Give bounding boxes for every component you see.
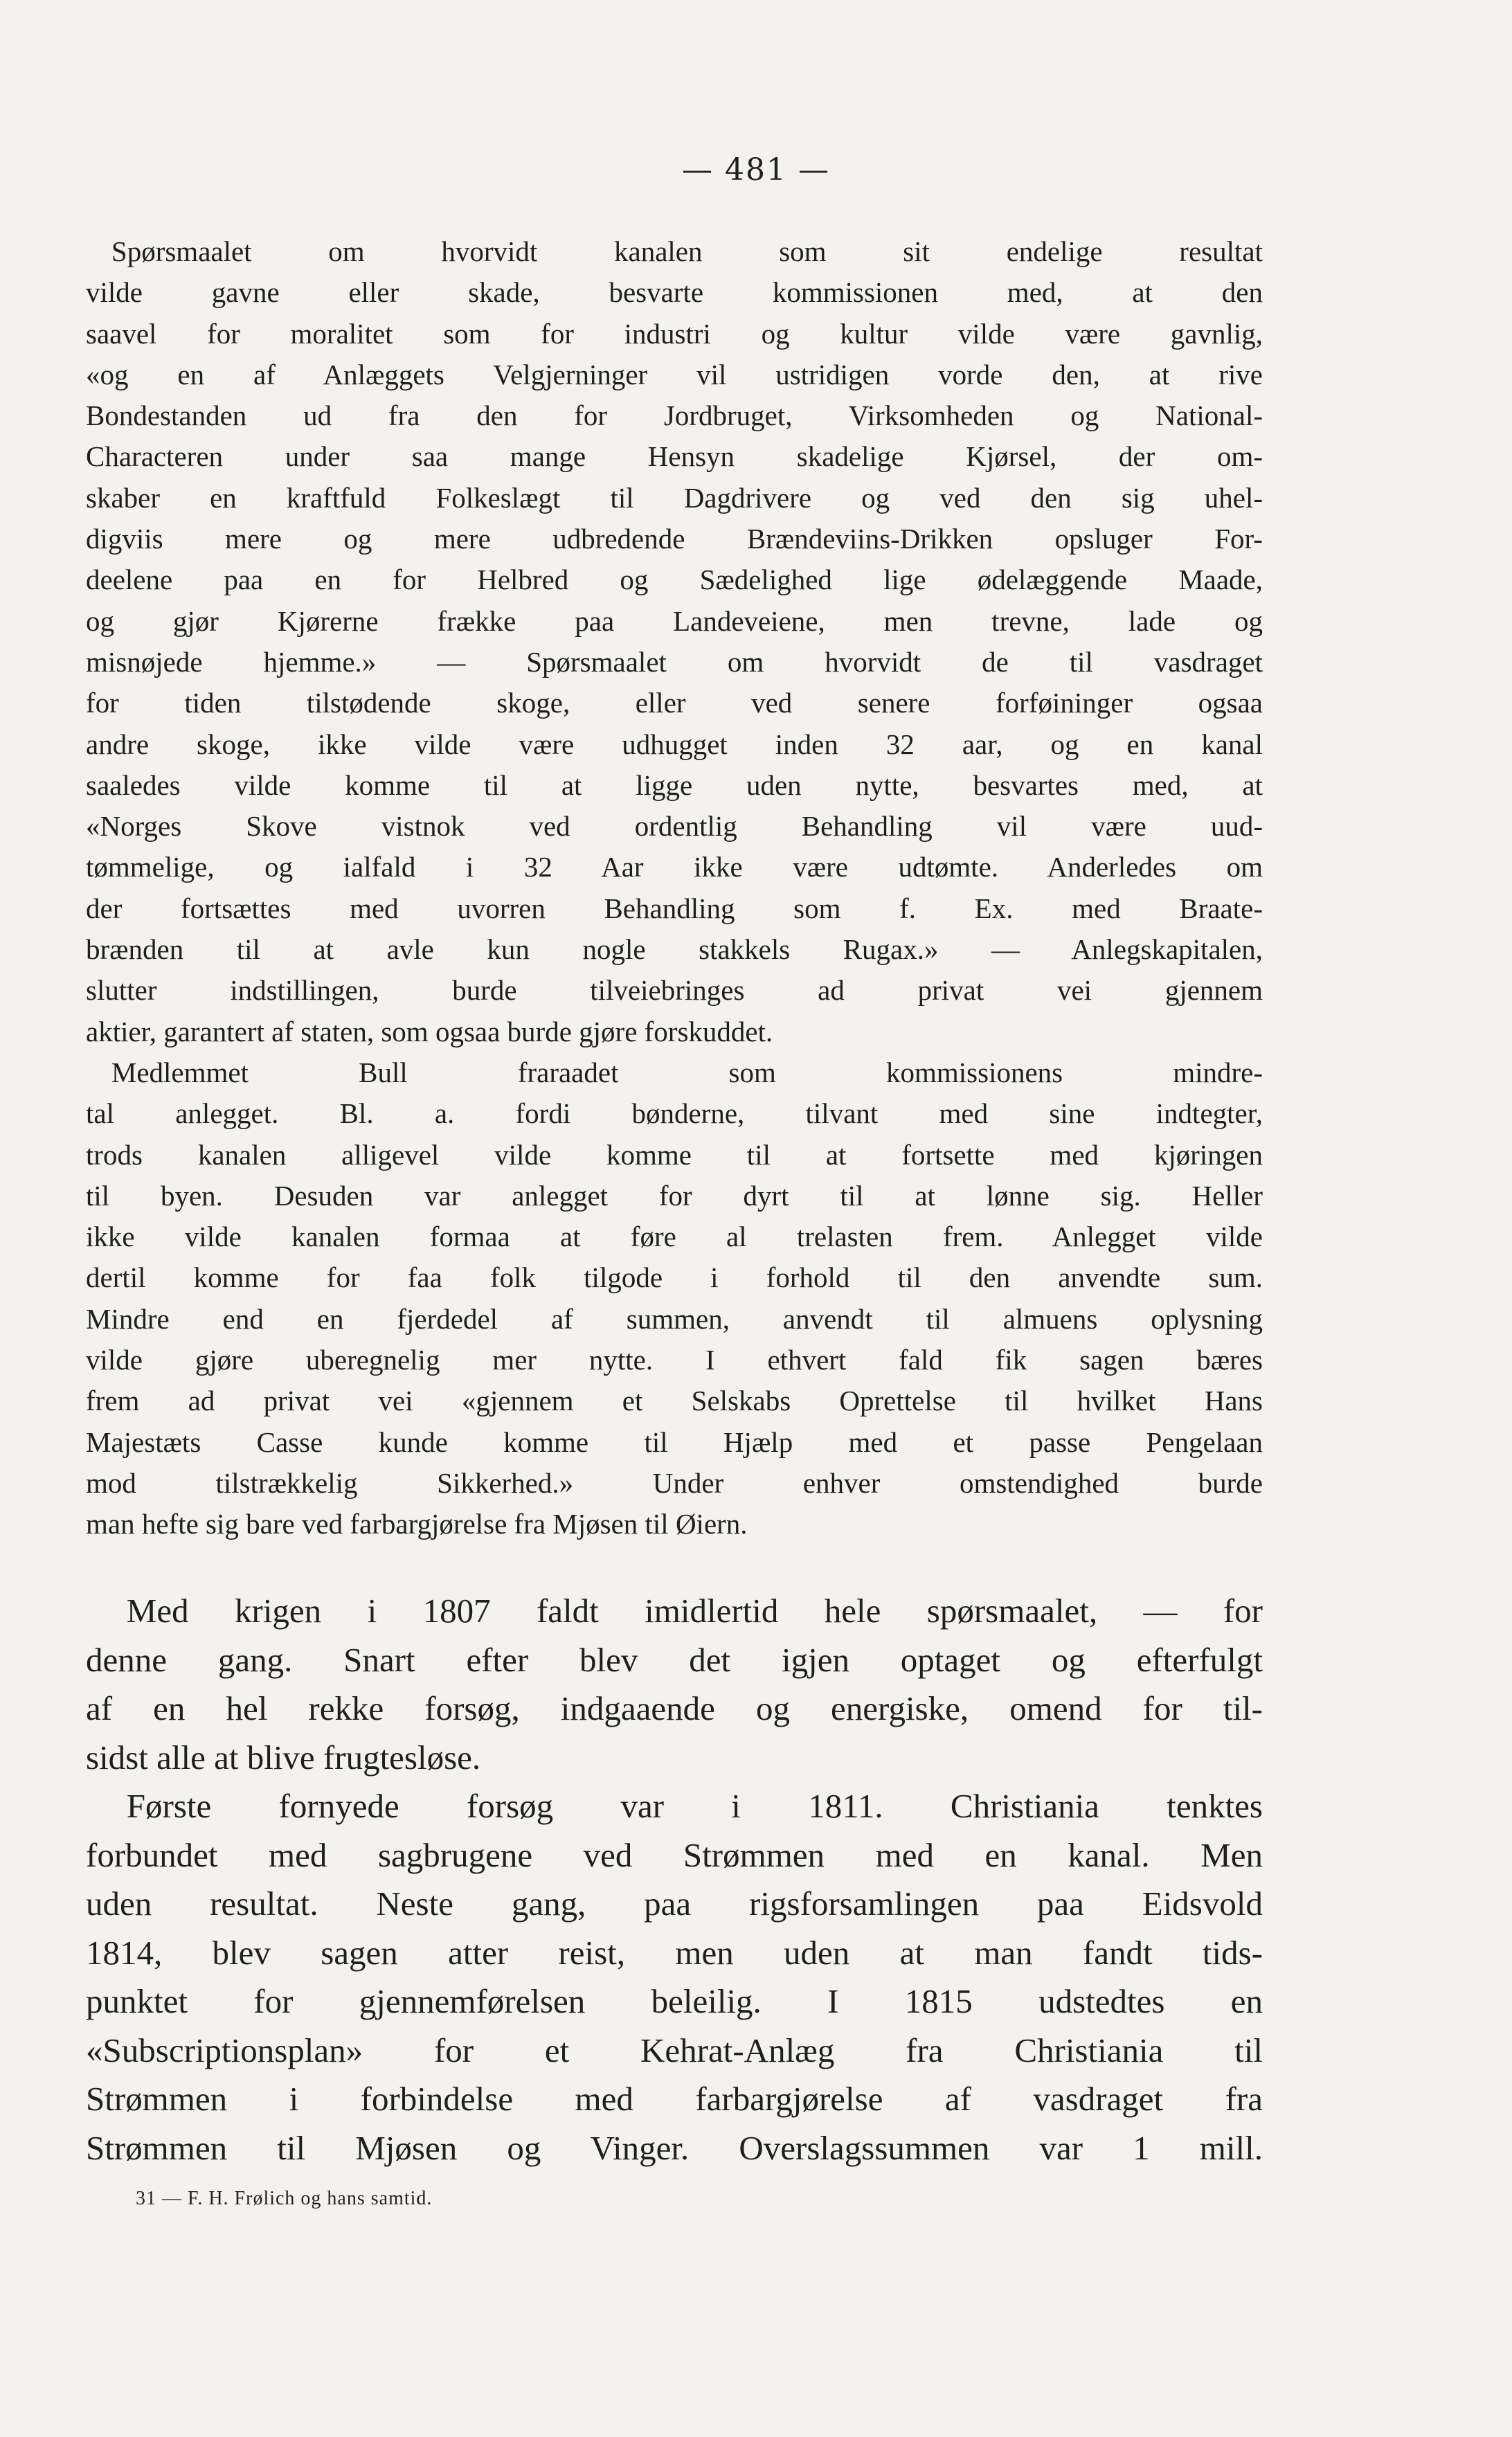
text-line: denne gang. Snart efter blev det igjen optaget og efterfulgt (86, 1640, 1263, 1679)
text-line: saaledes vilde komme til at ligge uden nytte, besvartes med, at (86, 768, 1263, 801)
text-line: for tiden tilstødende skoge, eller ved senere forføininger ogsaa (86, 687, 1263, 719)
text-line: der fortsættes med uvorren Behandling som f. Ex. med Braate- (86, 892, 1263, 924)
text-line: tømmelige, og ialfald i 32 Aar ikke være udtømte. Anderledes om (86, 851, 1263, 883)
paragraph-4 (86, 1782, 1263, 2173)
text-line: Bondestanden ud fra den for Jordbruget, Virksomheden og National- (86, 399, 1263, 432)
page-number: — 481 — (682, 152, 830, 188)
text-line: forbundet med sagbrugene ved Strømmen med en kanal. Men (86, 1835, 1263, 1874)
text-line: Characteren under saa mange Hensyn skadelige Kjørsel, der om- (86, 440, 1263, 473)
text-line: til byen. Desuden var anlegget for dyrt til at lønne sig. Heller (86, 1179, 1263, 1212)
text-line: uden resultat. Neste gang, paa rigsforsamlingen paa Eidsvold (86, 1885, 1263, 1923)
text-line: 1814, blev sagen atter reist, men uden at man fandt tids- (86, 1933, 1263, 1972)
text-line: Strømmen til Mjøsen og Vinger. Overslagssummen var 1 mill. (86, 2128, 1263, 2167)
text-line: aktier, garantert af staten, som ogsaa burde gjøre forskuddet. (86, 1015, 773, 1047)
text-line: Majestæts Casse kunde komme til Hjælp med et passe Pengelaan (86, 1426, 1263, 1458)
text-line: slutter indstillingen, burde tilveiebringes ad privat vei gjennem (86, 974, 1263, 1007)
text-line: misnøjede hjemme.» — Spørsmaalet om hvorvidt de til vasdraget (86, 645, 1263, 678)
paragraph-1 (86, 231, 1263, 1052)
text-line: Medlemmet Bull fraraadet som kommissionens mindre- (111, 1056, 1263, 1088)
paragraph-2 (86, 1052, 1263, 1545)
text-line: ikke vilde kanalen formaa at føre al trelasten frem. Anlegget vilde (86, 1221, 1263, 1253)
text-line: sidst alle at blive frugtesløse. (86, 1738, 481, 1777)
text-line: punktet for gjennemførelsen beleilig. I 1815 udstedtes en (86, 1982, 1263, 2020)
text-line: tal anlegget. Bl. a. fordi bønderne, tilvant med sine indtegter, (86, 1097, 1263, 1130)
paragraph-3 (86, 1587, 1263, 1782)
text-line: saavel for moralitet som for industri og kultur vilde være gavnlig, (86, 317, 1263, 350)
text-line: «Subscriptionsplan» for et Kehrat-Anlæg fra Christiania til (86, 2031, 1263, 2069)
text-line: digviis mere og mere udbredende Brændeviins-Drikken opsluger For- (86, 523, 1263, 555)
text-line: og gjør Kjørerne frække paa Landeveiene, men trevne, lade og (86, 604, 1263, 637)
body-text-small (86, 231, 1263, 1545)
text-line: vilde gjøre uberegnelig mer nytte. I ethvert fald fik sagen bæres (86, 1344, 1263, 1376)
text-line: «Norges Skove vistnok ved ordentlig Behandling vil være uud- (86, 810, 1263, 843)
text-line: Spørsmaalet om hvorvidt kanalen som sit endelige resultat (111, 235, 1263, 267)
body-text-large (86, 1587, 1263, 2173)
text-line: «og en af Anlæggets Velgjerninger vil ustridigen vorde den, at rive (86, 358, 1263, 390)
text-line: skaber en kraftfuld Folkeslægt til Dagdrivere og ved den sig uhel- (86, 481, 1263, 514)
text-line: trods kanalen alligevel vilde komme til at fortsette med kjøringen (86, 1138, 1263, 1171)
text-line: andre skoge, ikke vilde være udhugget inden 32 aar, og en kanal (86, 728, 1263, 760)
text-line: af en hel rekke forsøg, indgaaende og energiske, omend for til- (86, 1689, 1263, 1727)
text-line: dertil komme for faa folk tilgode i forhold til den anvendte sum. (86, 1261, 1263, 1294)
text-line: vilde gavne eller skade, besvarte kommissionen med, at den (86, 276, 1263, 309)
text-line: Første fornyede forsøg var i 1811. Christiania tenktes (126, 1787, 1263, 1825)
text-line: man hefte sig bare ved farbargjørelse fra Mjøsen til Øiern. (86, 1508, 748, 1540)
text-line: Mindre end en fjerdedel af summen, anvendt til almuens oplysning (86, 1302, 1263, 1335)
text-line: Med krigen i 1807 faldt imidlertid hele spørsmaalet, — for (126, 1592, 1263, 1630)
text-line: mod tilstrækkelig Sikkerhed.» Under enhver omstendighed burde (86, 1466, 1263, 1499)
text-line: frem ad privat vei «gjennem et Selskabs Oprettelse til hvilket Hans (86, 1385, 1263, 1417)
text-line: brænden til at avle kun nogle stakkels Rugax.» — Anlegskapitalen, (86, 933, 1263, 966)
footer-signature: 31 — F. H. Frølich og hans samtid. (136, 2188, 433, 2209)
text-line: deelene paa en for Helbred og Sædelighed lige ødelæggende Maade, (86, 564, 1263, 596)
text-line: Strømmen i forbindelse med farbargjørelse af vasdraget fra (86, 2080, 1263, 2118)
